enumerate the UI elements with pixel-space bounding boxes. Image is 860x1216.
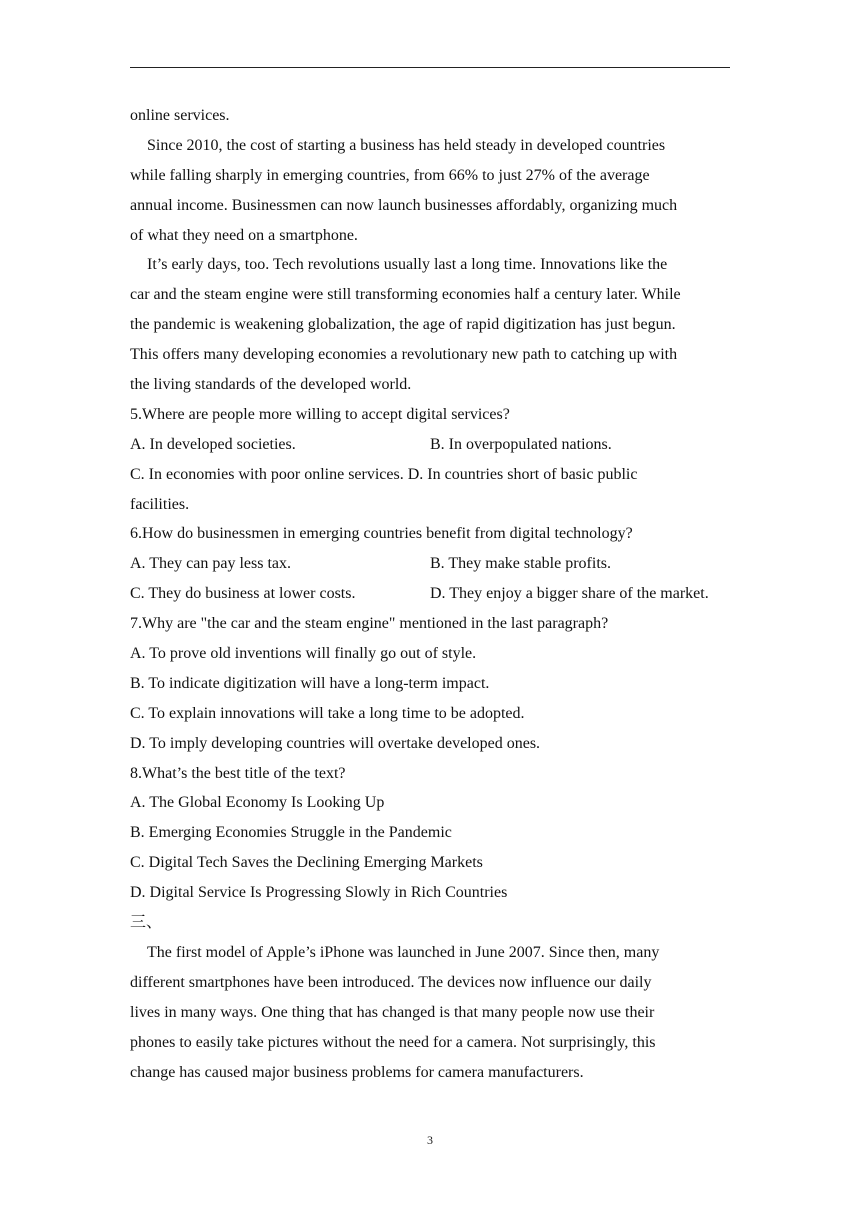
passage-line: the living standards of the developed world. [130, 376, 412, 394]
question-6-option-b: B. They make stable profits. [430, 555, 611, 573]
question-7-option-d: D. To imply developing countries will overtake developed ones. [130, 734, 541, 752]
passage-line: online services. [130, 107, 230, 124]
section-3-line: lives in many ways. One thing that has changed is that many people now use their [130, 1003, 655, 1021]
question-5-option-d-continued: facilities. [130, 495, 190, 513]
section-3-line: The first model of Apple’s iPhone was launched in June 2007. Since then, many [147, 943, 660, 961]
passage-line: of what they need on a smartphone. [130, 226, 358, 244]
question-8-option-a: A. The Global Economy Is Looking Up [130, 794, 385, 812]
question-5-option-c: C. In economies with poor online services. [130, 465, 404, 483]
passage-line: Since 2010, the cost of starting a business has held steady in developed countries [147, 136, 666, 154]
question-8-option-b: B. Emerging Economies Struggle in the Pandemic [130, 824, 452, 842]
section-3-heading: 三、 [130, 914, 163, 932]
question-5-option-b: B. In overpopulated nations. [430, 435, 612, 453]
question-5-option-a: A. In developed societies. [130, 435, 296, 453]
page-content [130, 101, 740, 1087]
question-8-option-d: D. Digital Service Is Progressing Slowly in Rich Countries [130, 884, 508, 902]
question-5-option-d: D. In countries short of basic public [407, 465, 638, 483]
question-8-option-c: C. Digital Tech Saves the Declining Emerging Markets [130, 854, 483, 872]
passage-line: annual income. Businessmen can now launch businesses affordably, organizing much [130, 196, 678, 214]
header-rule [130, 67, 730, 68]
question-7-option-b: B. To indicate digitization will have a long-term impact. [130, 674, 490, 692]
question-5-options-row [130, 460, 740, 490]
question-5-stem: 5.Where are people more willing to accept digital services? [130, 405, 510, 423]
question-7-stem: 7.Why are "the car and the steam engine" mentioned in the last paragraph? [130, 615, 609, 633]
question-6-option-a: A. They can pay less tax. [130, 555, 291, 573]
passage-line: car and the steam engine were still transforming economies half a century later. While [130, 286, 681, 304]
passage-line: while falling sharply in emerging countries, from 66% to just 27% of the average [130, 166, 650, 184]
question-6-options-row [130, 579, 740, 609]
section-3-line: different smartphones have been introduced. The devices now influence our daily [130, 973, 652, 991]
question-8-stem: 8.What’s the best title of the text? [130, 764, 346, 782]
section-3-line: change has caused major business problems for camera manufacturers. [130, 1063, 584, 1081]
passage-line: the pandemic is weakening globalization, the age of rapid digitization has just begun. [130, 316, 676, 334]
question-6-option-c: C. They do business at lower costs. [130, 585, 356, 603]
question-5-options-row [130, 430, 740, 460]
passage-line: It’s early days, too. Tech revolutions usually last a long time. Innovations like the [147, 256, 668, 274]
question-6-stem: 6.How do businessmen in emerging countries benefit from digital technology? [130, 525, 633, 543]
question-7-option-c: C. To explain innovations will take a long time to be adopted. [130, 704, 525, 722]
question-6-options-row [130, 549, 740, 579]
section-3-line: phones to easily take pictures without the need for a camera. Not surprisingly, this [130, 1033, 656, 1051]
page-number: 3 [427, 1133, 433, 1147]
question-7-option-a: A. To prove old inventions will finally go out of style. [130, 645, 477, 663]
passage-line: This offers many developing economies a revolutionary new path to catching up with [130, 346, 678, 364]
question-6-option-d: D. They enjoy a bigger share of the market. [430, 585, 709, 603]
